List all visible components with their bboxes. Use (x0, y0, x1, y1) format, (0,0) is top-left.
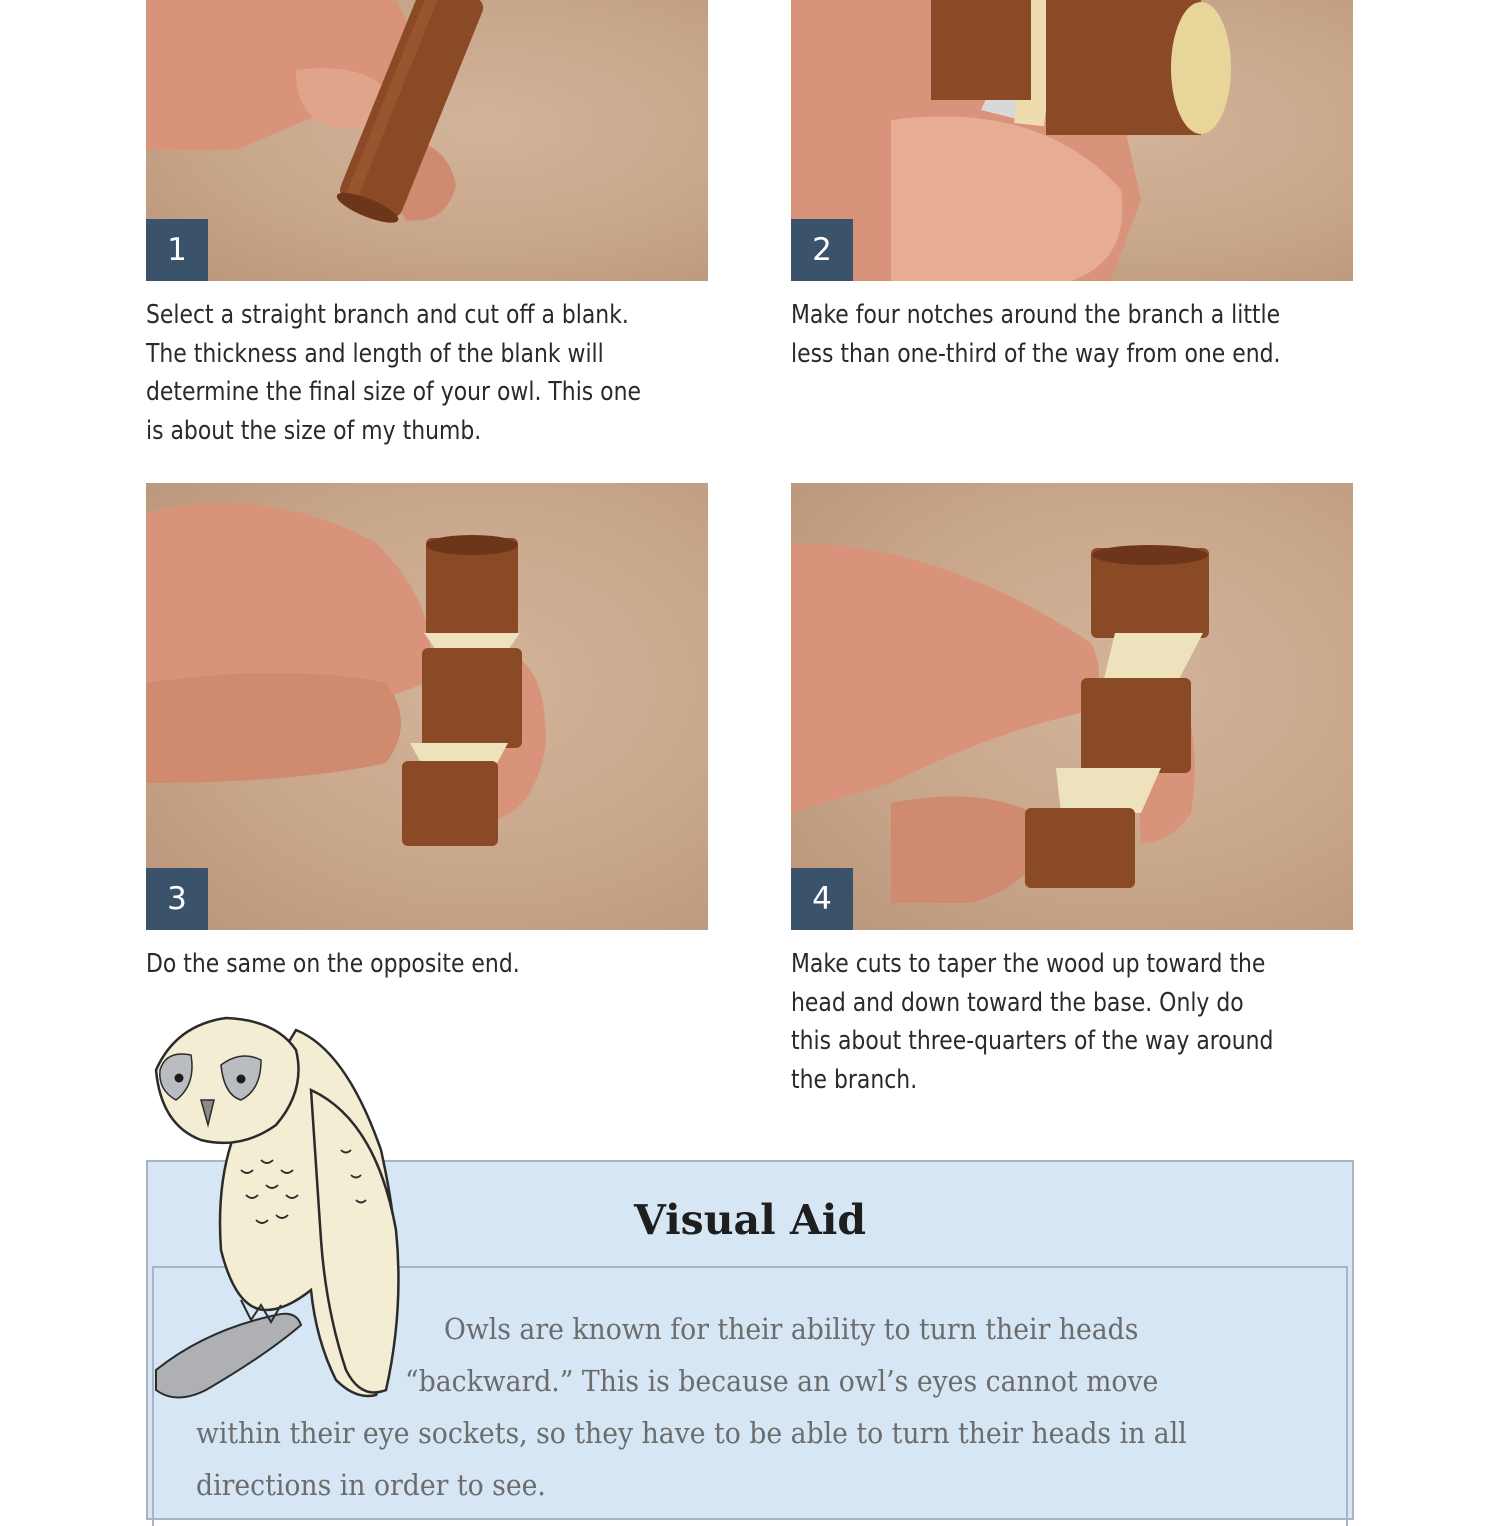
step-2-caption: Make four notches around the branch a little less than one-third of the way from one end. (791, 300, 1281, 369)
visual-aid-title: Visual Aid (633, 1196, 867, 1244)
step-1-caption: Select a straight branch and cut off a blank. The thickness and length of the blank will determine the final size of your owl. This one is about the size of my thumb. (146, 300, 641, 446)
hand-notching-branch-image (791, 0, 1353, 281)
hand-holding-branch-image (146, 0, 708, 281)
step-1-number-badge: 1 (146, 219, 208, 281)
step-2-number-badge: 2 (791, 219, 853, 281)
step-3-photo (146, 483, 708, 930)
hand-holding-notched-branch-image (146, 483, 708, 930)
owl-on-branch-illustration (146, 1010, 410, 1405)
step-4-number-badge: 4 (791, 868, 853, 930)
visual-aid-line-3: within their eye sockets, so they have to be able to turn their heads in all (196, 1416, 1187, 1450)
step-1-photo (146, 0, 708, 281)
step-4-photo (791, 483, 1353, 930)
step-3-number-badge: 3 (146, 868, 208, 930)
visual-aid-line-1: Owls are known for their ability to turn their heads (444, 1312, 1139, 1346)
step-3-caption: Do the same on the opposite end. (146, 949, 520, 979)
visual-aid-line-2: “backward.” This is because an owl’s eyes cannot move (405, 1364, 1159, 1398)
step-4-caption: Make cuts to taper the wood up toward the head and down toward the base. Only do this about three-quarters of the way around the branch. (791, 949, 1274, 1095)
hand-holding-tapered-branch-image (791, 483, 1353, 930)
step-2-photo (791, 0, 1353, 281)
visual-aid-line-4: directions in order to see. (196, 1468, 546, 1502)
